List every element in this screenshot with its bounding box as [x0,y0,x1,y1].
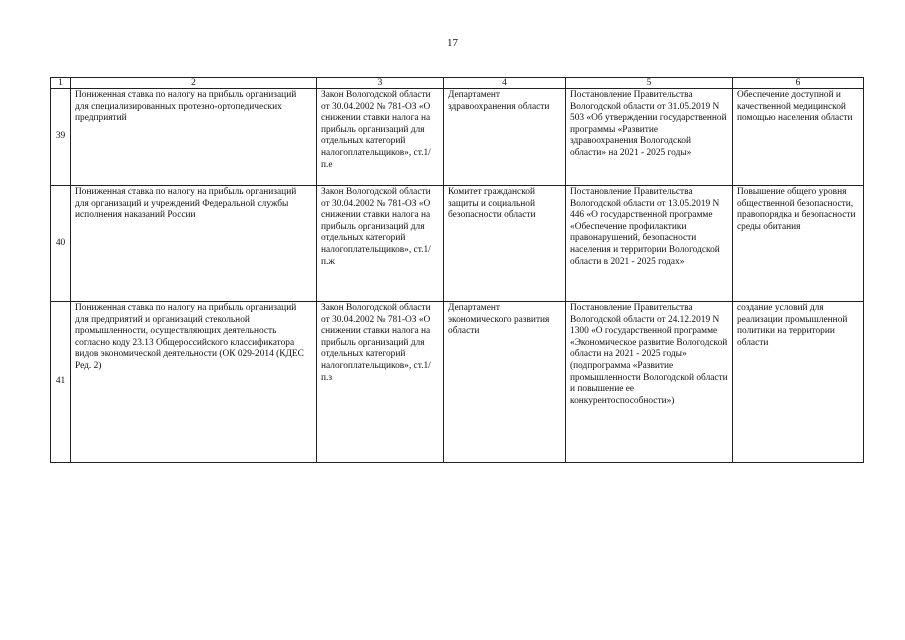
table-row [51,89,864,186]
table-row [51,302,864,463]
legal-basis: Закон Вологодской области от 30.04.2002 № 781-ОЗ «О снижении ставки налога на прибыль организаций для отдельных категорий налогоплательщиков», ст.1/п.ж [317,186,444,302]
row-number: 41 [51,302,71,463]
legal-basis: Закон Вологодской области от 30.04.2002 № 781-ОЗ «О снижении ставки налога на прибыль организаций для отдельных категорий налогоплательщиков», ст.1/п.е [317,89,444,186]
curator: Департамент экономического развития области [444,302,566,463]
state-program: Постановление Правительства Вологодской области от 13.05.2019 N 446 «О государственной программе «Обеспечение профилактики правонарушений, безопасности населения и территории Вологодской области в 2021 - 2025 годах» [566,186,733,302]
state-program: Постановление Правительства Вологодской области от 24.12.2019 N 1300 «О государственной программе «Экономическое развитие Вологодской области на 2021 - 2025 годы» (подпрограмма «Развитие промышленности Вологодской области и повышение ее конкурентоспособности») [566,302,733,463]
program-goal: Повышение общего уровня общественной безопасности, правопорядка и безопасности среды обитания [733,186,864,302]
row-number: 40 [51,186,71,302]
tax-benefits-table [50,77,864,463]
column-header-4: 4 [444,78,566,89]
curator: Комитет гражданской защиты и социальной безопасности области [444,186,566,302]
benefit-description: Пониженная ставка по налогу на прибыль организаций для организаций и учреждений Федеральной службы исполнения наказаний России [71,186,317,302]
benefit-description: Пониженная ставка по налогу на прибыль организаций для специализированных протезно-ортопедических предприятий [71,89,317,186]
column-header-3: 3 [317,78,444,89]
program-goal: Обеспечение доступной и качественной медицинской помощью населения области [733,89,864,186]
benefit-description: Пониженная ставка по налогу на прибыль организаций для предприятий и организаций стекольной промышленности, осуществляющих деятельность согласно коду 23.13 Общероссийского классификатора видов экономической деятельности (ОК 029-2014 (КДЕС Ред. 2) [71,302,317,463]
column-header-5: 5 [566,78,733,89]
legal-basis: Закон Вологодской области от 30.04.2002 № 781-ОЗ «О снижении ставки налога на прибыль организаций для отдельных категорий налогоплательщиков», ст.1/п.з [317,302,444,463]
page-number: 17 [447,37,458,49]
table-header-row [51,78,864,89]
column-header-1: 1 [51,78,71,89]
program-goal: создание условий для реализации промышленной политики на территории области [733,302,864,463]
table-row [51,186,864,302]
curator: Департамент здравоохранения области [444,89,566,186]
column-header-2: 2 [71,78,317,89]
row-number: 39 [51,89,71,186]
state-program: Постановление Правительства Вологодской области от 31.05.2019 N 503 «Об утверждении государственной программы «Развитие здравоохранения Вологодской области» на 2021 - 2025 годы» [566,89,733,186]
column-header-6: 6 [733,78,864,89]
